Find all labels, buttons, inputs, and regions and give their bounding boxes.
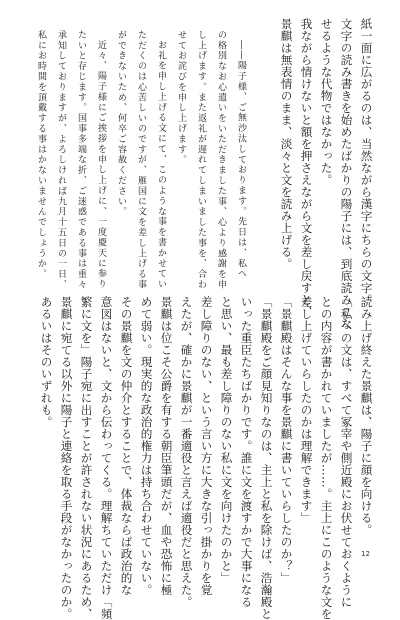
page-number: 12 [361, 550, 370, 558]
text-column: 景麒は位こそ公爵を有する朝臣筆頭だが、血や恐怖に極 [159, 296, 174, 596]
text-column: 差し上げていらしたのかは理解できます」 [299, 296, 314, 524]
text-column: 文字の読み書きを始めたばかりの陽子には、到底読みこな [339, 18, 354, 330]
text-column: めて弱い。現実的な政治的権力は持ち合わせていない。 [139, 296, 154, 596]
letter-column: 私にお時間を頂戴する事はかないませんでしょうか。 [36, 30, 46, 280]
text-column: と思い、最も差し障りのない私に文を向けたのかと」 [219, 296, 234, 584]
text-column: 「景麒殿はそんな事を景麒に書いていらしたのか？」 [279, 296, 294, 584]
text-column: 紙一面に広がるのは、当然ながら漢字にちらの文字。 [359, 18, 374, 306]
text-column: せるような代物ではなかった。 [319, 18, 334, 186]
letter-column: し上げます。また返礼が遅れてしまいました事を、合わ [196, 30, 206, 290]
letter-column: ただくのは心苦しいのですが、雁国に文を差し上げる事 [136, 30, 146, 290]
text-column: 我ながら情けないと額を押さえながら文を差し戻すと、 [299, 18, 314, 318]
text-column: その景麒を文の仲介とすることで、体裁ならば政治的な [119, 296, 134, 596]
text-column: 「私への文は、すべて冢宰や側近殿にお伏せておくように [339, 296, 354, 608]
text-column: 差し障りのない、という言い方に大きな引っ掛かりを覚 [199, 296, 214, 596]
letter-column: たいと存じます。国事多端な折、ご迷惑である事は重々 [76, 30, 86, 290]
letter-column: せてお詫びを申し上げます。 [176, 30, 186, 166]
text-column: 景麒に宛てる以外に陽子と連絡を取る手段がなかったのか。 [59, 296, 74, 620]
letter-column: 近々、陽子様にご挨拶を申し上げに、一度慶天に参り [96, 40, 106, 290]
text-column: 「景麒殿をご顔見知りなのは、主上と私を除けば、浩瀚殿と [259, 296, 274, 620]
letter-column: 承知しておりますが、よろしければ九月十五日の一日、 [56, 30, 66, 290]
text-column: 意図はないと、文から伝わってくる。理解ちていただけ「頻 [99, 296, 114, 620]
text-column: えたが、確かに景麒が一番適役と言えば適役だと思えた。 [179, 296, 194, 608]
letter-column: の格別なお心遣いをいただきました事、心より感謝を申 [216, 30, 226, 290]
letter-column: ができないため、何卒ご容赦ください。 [116, 30, 126, 218]
letter-column: ――陽子様、ご無沙汰しております。先日は、私へ [236, 40, 246, 280]
text-column: 景麒は無表情のまま、淡々と文を読み上げる。 [279, 18, 294, 270]
text-column: いった重臣たちばかりです。誰に文を渡すかで大事になる [239, 296, 254, 608]
text-column: あるいはそのいずれも。 [39, 296, 54, 428]
text-column: との内容が書かれていましたが……。主上にこのような文を [319, 296, 334, 620]
text-column: 読み上げ終えた景麒は、陽子に顔を向ける。 [359, 296, 374, 536]
text-column: 繁に文を」陽子宛に出すことが許されない状況にあるため、 [79, 296, 94, 620]
letter-column: お礼を申し上げる文にて、このような事を書かせてい [156, 40, 166, 290]
